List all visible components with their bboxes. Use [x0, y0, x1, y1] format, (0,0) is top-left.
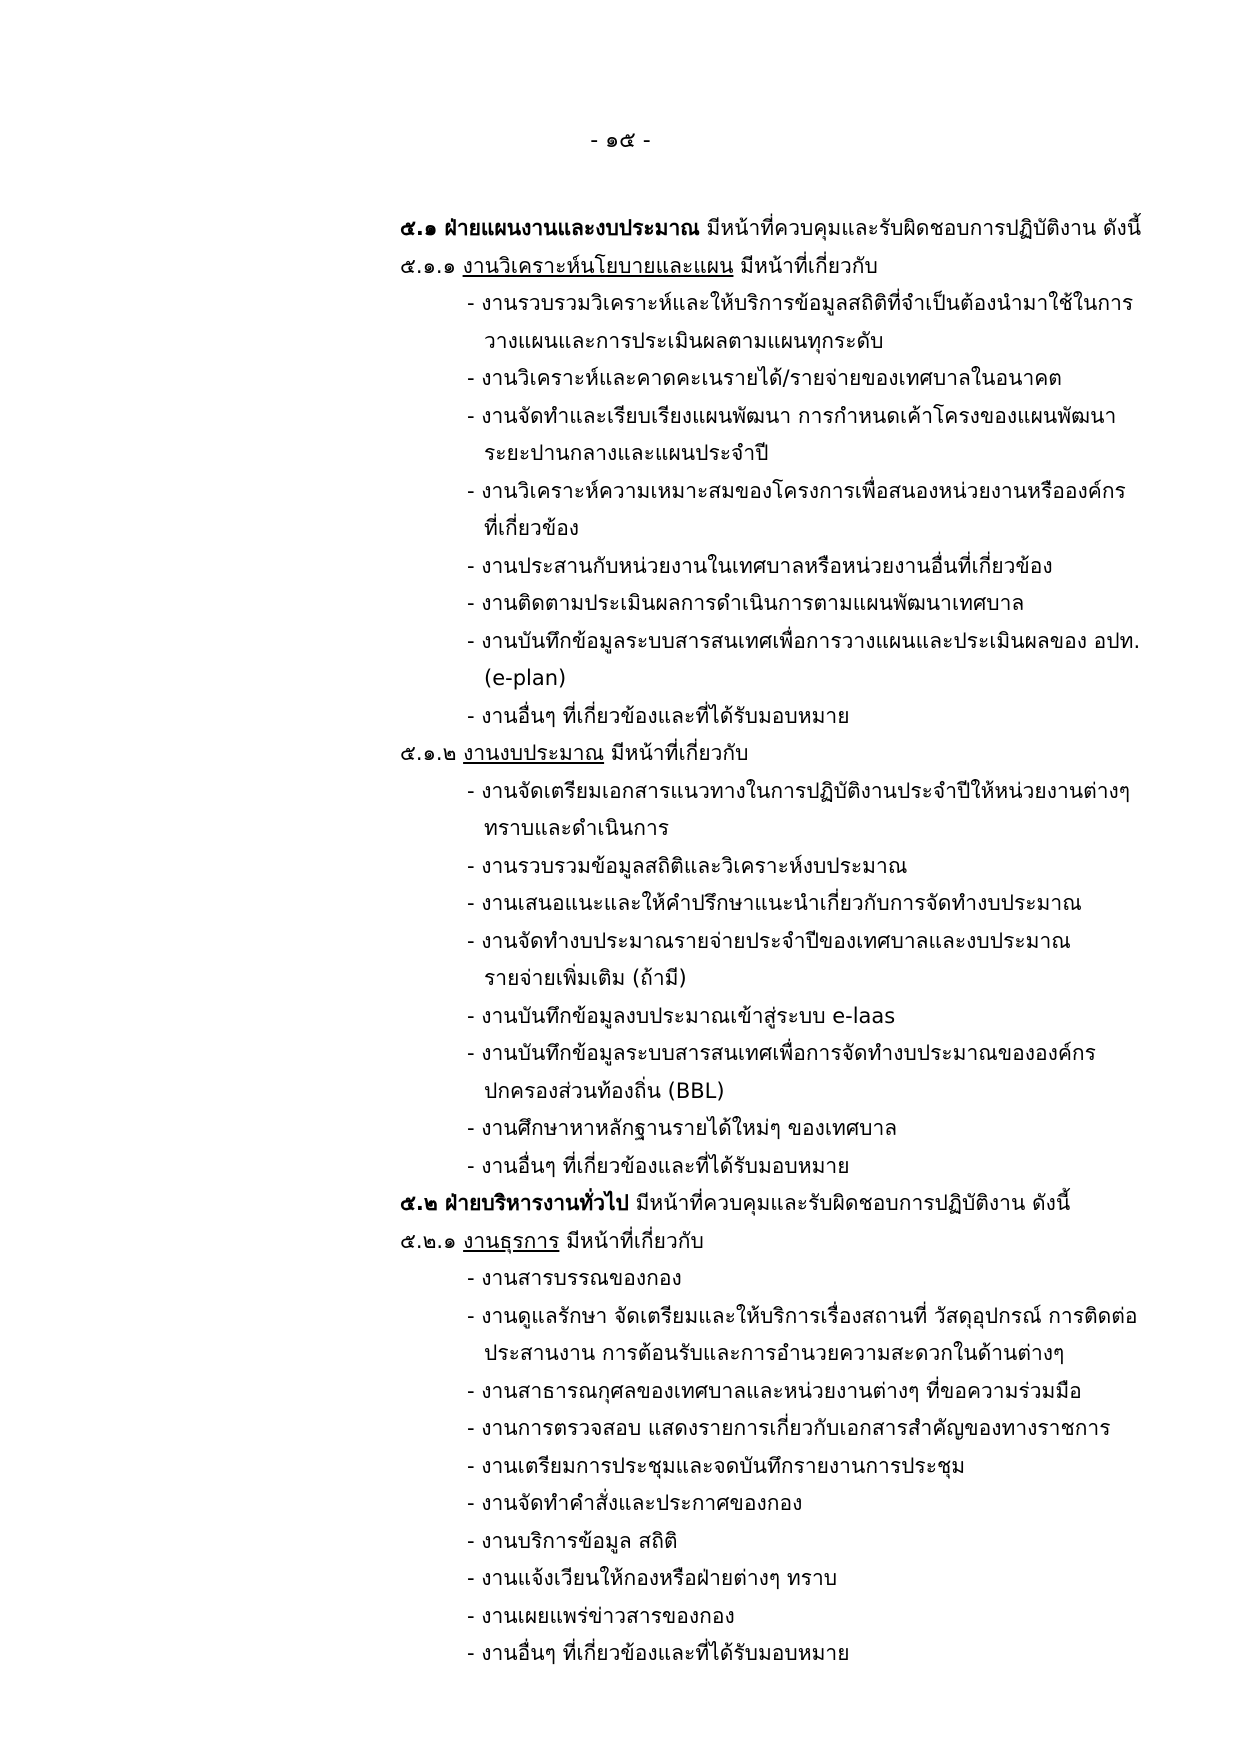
list-item: - งานวิเคราะห์และคาดคะเนรายได้/รายจ่ายของเทศบาลในอนาคต	[467, 366, 1062, 390]
list-item: - งานแจ้งเวียนให้กองหรือฝ่ายต่างๆ ทราบ	[467, 1566, 838, 1590]
list-item: - งานสาธารณกุศลของเทศบาลและหน่วยงานต่างๆ ที่ขอความร่วมมือ	[467, 1378, 1082, 1403]
section-heading	[400, 210, 1200, 248]
list-item: - งานศึกษาหาหลักฐานรายได้ใหม่ๆ ของเทศบาล	[467, 1116, 898, 1140]
subsection-description: มีหน้าที่เกี่ยวกับ	[604, 741, 749, 765]
list-item: - งานจัดทำและเรียบเรียงแผนพัฒนา การกำหนดเค้าโครงของแผนพัฒนา	[467, 403, 1117, 428]
list-item: - งานดูแลรักษา จัดเตรียมและให้บริการเรื่องสถานที่ วัสดุอุปกรณ์ การติดต่อ	[467, 1303, 1138, 1328]
list-item: - งานรวบรวมข้อมูลสถิติและวิเคราะห์งบประมาณ	[467, 853, 908, 878]
list-item: - งานจัดเตรียมเอกสารแนวทางในการปฏิบัติงานประจำปีให้หน่วยงานต่างๆ	[467, 778, 1131, 803]
list-item-continuation: วางแผนและการประเมินผลตามแผนทุกระดับ	[484, 328, 884, 353]
list-item-continuation: รายจ่ายเพิ่มเติม (ถ้ามี)	[484, 966, 687, 990]
section-description: มีหน้าที่ควบคุมและรับผิดชอบการปฏิบัติงาน ดังนี้	[628, 1191, 1071, 1215]
subsection-title: งานวิเคราะห์นโยบายและแผน	[462, 253, 734, 278]
list-item: - งานอื่นๆ ที่เกี่ยวข้องและที่ได้รับมอบหมาย	[467, 1153, 850, 1178]
list-item: - งานเสนอแนะและให้คำปรึกษาแนะนำเกี่ยวกับการจัดทำงบประมาณ	[467, 891, 1082, 915]
list-item: - งานบันทึกข้อมูลระบบสารสนเทศเพื่อการจัดทำงบประมาณขององค์กร	[467, 1041, 1096, 1065]
list-item: - งานจัดทำคำสั่งและประกาศของกอง	[467, 1491, 803, 1515]
list-item: - งานบริการข้อมูล สถิติ	[467, 1528, 678, 1553]
subsection-heading	[400, 735, 1200, 773]
list-item: - งานจัดทำงบประมาณรายจ่ายประจำปีของเทศบาลและงบประมาณ	[467, 928, 1071, 953]
list-item: - งานติดตามประเมินผลการดำเนินการตามแผนพัฒนาเทศบาล	[467, 591, 1025, 615]
list-item-continuation: ปกครองส่วนท้องถิ่น (BBL)	[484, 1078, 725, 1103]
list-item: - งานการตรวจสอบ แสดงรายการเกี่ยวกับเอกสารสำคัญของทางราชการ	[467, 1416, 1111, 1440]
section-title: ๕.๑ ฝ่ายแผนงานและงบประมาณ	[400, 216, 700, 240]
list-item: - งานสารบรรณของกอง	[467, 1266, 682, 1290]
subsection-number: ๕.๑.๒	[400, 741, 464, 765]
list-item-continuation: ที่เกี่ยวข้อง	[484, 516, 580, 540]
list-item: - งานเตรียมการประชุมและจดบันทึกรายงานการประชุม	[467, 1453, 966, 1478]
subsection-heading	[400, 1223, 1200, 1261]
subsection-title: งานธุรการ	[463, 1228, 560, 1253]
subsection-title: งานงบประมาณ	[463, 741, 605, 765]
subsection-number: ๕.๑.๑	[400, 253, 463, 278]
list-item: - งานบันทึกข้อมูลงบประมาณเข้าสู่ระบบ e-laas	[467, 1003, 896, 1028]
list-item-continuation: ทราบและดำเนินการ	[484, 816, 670, 840]
list-item-continuation: (e-plan)	[484, 666, 567, 690]
section-title: ๕.๒ ฝ่ายบริหารงานทั่วไป	[400, 1191, 629, 1215]
subsection-description: มีหน้าที่เกี่ยวกับ	[733, 253, 878, 278]
list-item: - งานประสานกับหน่วยงานในเทศบาลหรือหน่วยงานอื่นที่เกี่ยวข้อง	[467, 553, 1053, 578]
subsection-number: ๕.๒.๑	[400, 1228, 464, 1253]
page-number: - ๑๕ -	[590, 128, 651, 153]
list-item: - งานอื่นๆ ที่เกี่ยวข้องและที่ได้รับมอบหมาย	[467, 1641, 850, 1665]
list-item: - งานอื่นๆ ที่เกี่ยวข้องและที่ได้รับมอบหมาย	[467, 703, 850, 728]
list-item: - งานบันทึกข้อมูลระบบสารสนเทศเพื่อการวางแผนและประเมินผลของ อปท.	[467, 628, 1141, 653]
section-description: มีหน้าที่ควบคุมและรับผิดชอบการปฏิบัติงาน ดังนี้	[699, 216, 1142, 240]
list-item: - งานเผยแพร่ข่าวสารของกอง	[467, 1603, 735, 1628]
list-item-continuation: ระยะปานกลางและแผนประจำปี	[484, 441, 769, 465]
subsection-description: มีหน้าที่เกี่ยวกับ	[559, 1228, 704, 1253]
document-body	[400, 210, 1200, 1673]
list-item: - งานรวบรวมวิเคราะห์และให้บริการข้อมูลสถิติที่จำเป็นต้องนำมาใช้ในการ	[467, 291, 1134, 315]
list-item: - งานวิเคราะห์ความเหมาะสมของโครงการเพื่อสนองหน่วยงานหรือองค์กร	[467, 478, 1126, 503]
section-heading	[400, 1185, 1200, 1223]
subsection-heading	[400, 248, 1200, 286]
list-item-continuation: ประสานงาน การต้อนรับและการอำนวยความสะดวกในด้านต่างๆ	[484, 1341, 1065, 1365]
